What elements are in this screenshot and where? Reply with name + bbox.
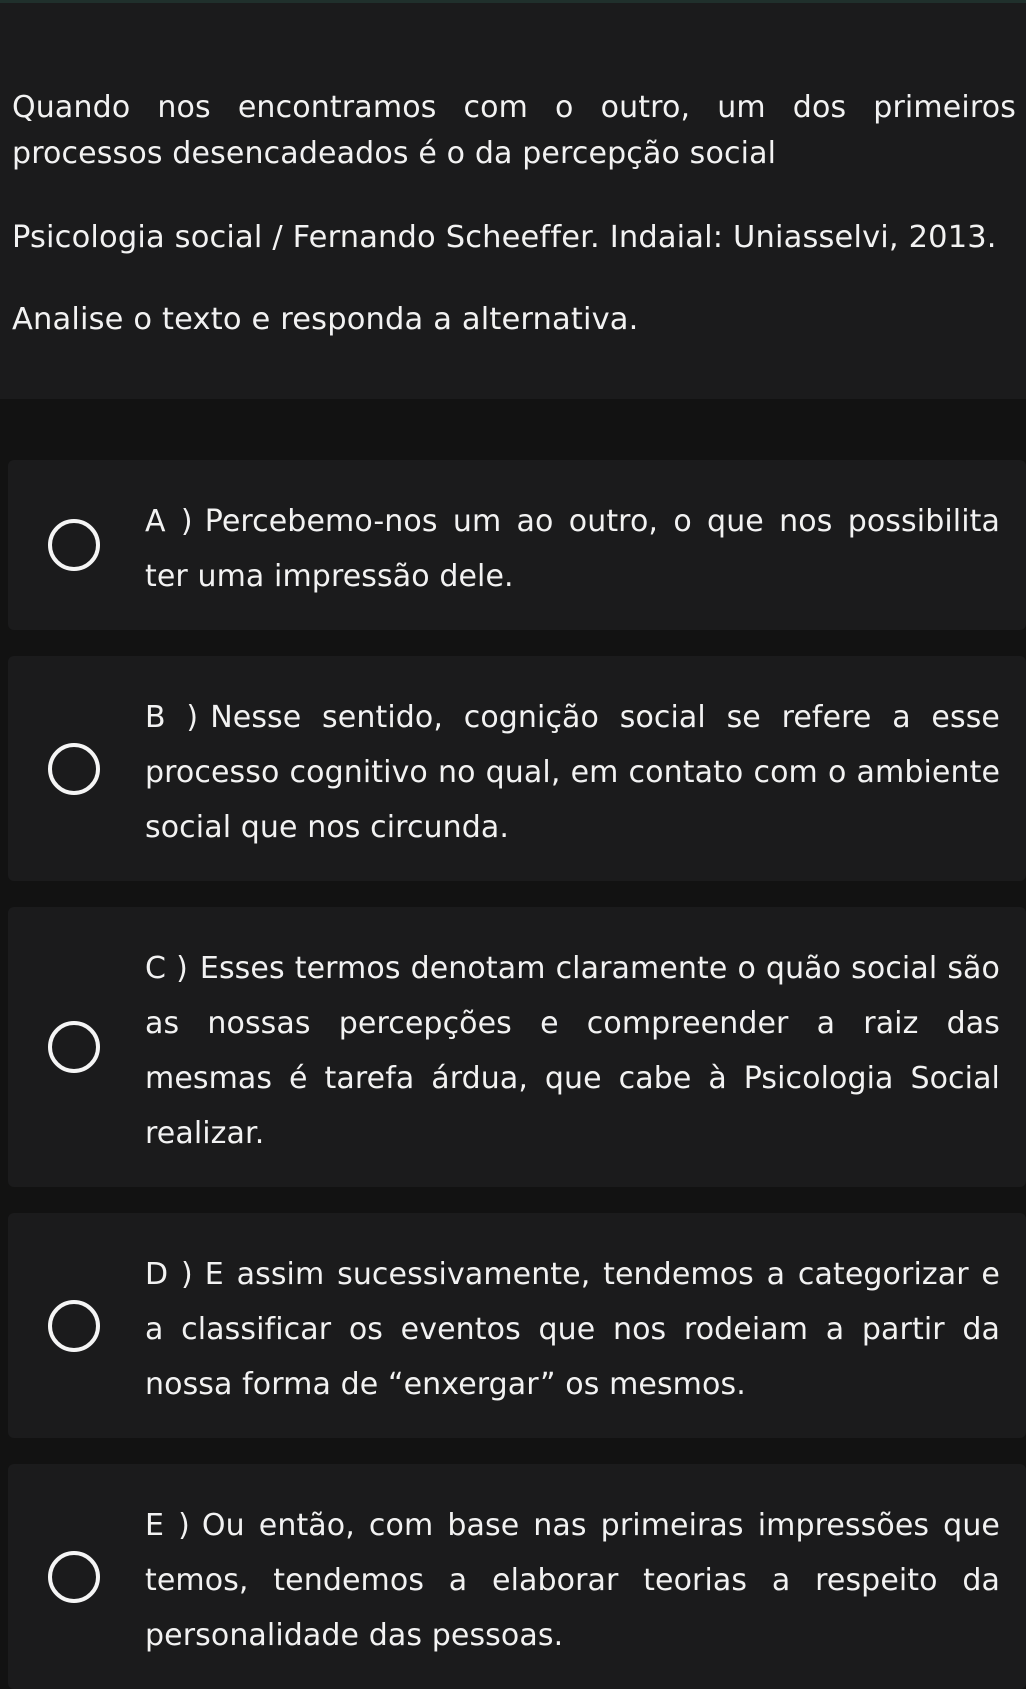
option-letter: A )	[145, 504, 193, 539]
option-letter: C )	[145, 951, 188, 986]
radio-button-icon[interactable]	[48, 743, 100, 795]
option-e[interactable]	[8, 1464, 1026, 1689]
option-a[interactable]	[8, 460, 1026, 630]
question-statement: Quando nos encontramos com o outro, um dos primeiros processos desencadeados é o da percepção social	[12, 90, 1016, 171]
radio-button-icon[interactable]	[48, 519, 100, 571]
option-letter: D )	[145, 1257, 193, 1292]
option-text	[145, 941, 1000, 1161]
option-label: Percebemo-nos um ao outro, o que nos possibilita ter uma impressão dele.	[145, 504, 1000, 594]
option-label: E assim sucessivamente, tendemos a categorizar e a classificar os eventos que nos rodeiam a partir da nossa forma de “enxergar” os mesmos.	[145, 1257, 1000, 1402]
option-text	[145, 1498, 1000, 1663]
option-text	[145, 1247, 1000, 1412]
option-label: Esses termos denotam claramente o quão social são as nossas percepções e compreender a raiz das mesmas é tarefa árdua, que cabe à Psicologia Social realizar.	[145, 951, 1000, 1151]
radio-button-icon[interactable]	[48, 1551, 100, 1603]
radio-button-icon[interactable]	[48, 1300, 100, 1352]
radio-button-icon[interactable]	[48, 1021, 100, 1073]
question-source: Psicologia social / Fernando Scheeffer. Indaial: Uniasselvi, 2013.	[12, 220, 997, 255]
option-text	[145, 690, 1000, 855]
option-letter: B )	[145, 700, 199, 735]
answer-options	[8, 460, 1026, 1689]
option-c[interactable]	[8, 907, 1026, 1187]
option-label: Nesse sentido, cognição social se refere a esse processo cognitivo no qual, em contato com o ambiente social que nos circunda.	[145, 700, 1000, 845]
option-label: Ou então, com base nas primeiras impressões que temos, tendemos a elaborar teorias a respeito da personalidade das pessoas.	[145, 1508, 1000, 1653]
question-card	[0, 3, 1026, 399]
option-text	[145, 494, 1000, 604]
option-letter: E )	[145, 1508, 190, 1543]
question-instruction: Analise o texto e responda a alternativa.	[12, 302, 639, 337]
option-d[interactable]	[8, 1213, 1026, 1438]
option-b[interactable]	[8, 656, 1026, 881]
